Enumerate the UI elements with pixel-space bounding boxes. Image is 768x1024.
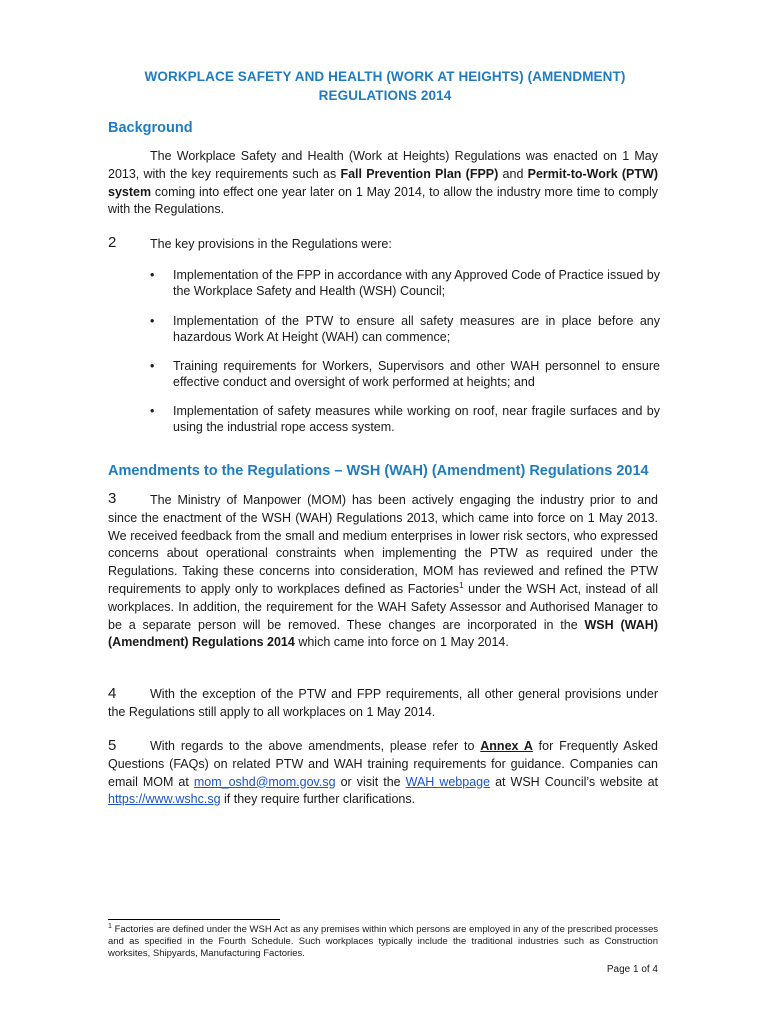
p1-text-3: coming into effect one year later on 1 May 2014, to allow the industry more time to comply with the Regulations. (108, 184, 658, 217)
p1-text-1: The Workplace Safety and Health (Work at Heights) Regulations was enacted on 1 May 2013, with the key requirements such as (108, 149, 658, 181)
p3-text-1: The Ministry of Manpower (MOM) has been actively engaging the industry prior to and since the enactment of the WSH (WAH) Regulations 2013, which came into force on 1 May 2013. We received feedback from the small and medium enterprises in lower risk sectors, who expressed concerns about operational constraints when implementing the PTW as required under the Regulations. Taking these concerns into consideration, MOM has reviewed and refined the PTW requirements to apply only to workplaces defined as Factories (108, 493, 658, 596)
p3-bold-regulations: WSH (WAH) (Amendment) Regulations 2014 (108, 617, 658, 650)
p1-text-2: and (498, 166, 528, 181)
footnote-divider (108, 919, 280, 920)
p5-text-1: With regards to the above amendments, please refer to (150, 739, 481, 753)
paragraph-4 (108, 686, 658, 722)
p4-text: With the exception of the PTW and FPP requirements, all other general provisions under the Regulations still apply to all workplaces on 1 May 2014. (108, 687, 658, 719)
p1-bold-ptw: Permit-to-Work (PTW) system (108, 166, 658, 199)
footnote-ref[interactable]: 1 (459, 580, 464, 590)
paragraph-3 (108, 492, 658, 652)
bullet-text: Implementation of the FPP in accordance with any Approved Code of Practice issued by the Workplace Safety and Health (WSH) Council; (173, 268, 660, 298)
bullet-dot: • (150, 404, 155, 418)
paragraph-5 (108, 738, 658, 809)
p5-text-2: for Frequently Asked Questions (FAQs) on related PTW and WAH training requirements for guidance. Companies can email MOM at (108, 739, 658, 789)
p5-text-3: or visit the (335, 774, 406, 789)
bullet-text: Implementation of safety measures while working on roof, near fragile surfaces and by using the industrial rope access system. (173, 404, 660, 434)
title-line-1: WORKPLACE SAFETY AND HEALTH (WORK AT HEIGHTS) (AMENDMENT) (144, 69, 626, 84)
annex-a-link[interactable]: Annex A (480, 739, 533, 753)
page-number: Page 1 of 4 (606, 964, 658, 975)
paragraph-1 (108, 148, 658, 219)
document-title (100, 67, 670, 105)
bullet-dot: • (150, 268, 155, 282)
p5-text-4: at WSH Council’s website at (490, 774, 659, 789)
bullet-dot: • (150, 359, 155, 373)
p1-bold-fpp: Fall Prevention Plan (FPP) (340, 166, 499, 181)
bullet-text: Implementation of the PTW to ensure all safety measures are in place before any hazardous Work At Height (WAH) can commence; (173, 314, 660, 344)
p3-text-2: under the WSH Act, instead of all workplaces. In addition, the requirement for the WAH Safety Assessor and Authorised Manager to be a separate person will be removed. These changes are incorporated in the (108, 581, 658, 632)
p5-text-5: if they require further clarifications. (220, 792, 416, 807)
bullet-item (150, 358, 660, 390)
paragraph-number-5: 5 (108, 737, 117, 754)
email-link[interactable]: mom_oshd@mom.gov.sg (193, 774, 336, 789)
footnote (108, 924, 658, 960)
wshc-website-link[interactable]: https://www.wshc.sg (108, 792, 221, 807)
footnote-text: Factories are defined under the WSH Act as any premises within which persons are employed in any of the prescribed processes and as specified in the Fourth Schedule. Such workplaces typically include the traditional industries such as Construction worksites, Shipyards, Manufacturing Factories. (108, 924, 658, 959)
footnote-number: 1 (108, 922, 112, 930)
bullet-item (150, 313, 660, 345)
paragraph-number-3: 3 (108, 490, 117, 507)
background-heading: Background (108, 120, 193, 136)
bullet-item (150, 403, 660, 435)
paragraph-number-4: 4 (108, 685, 117, 702)
title-line-2: REGULATIONS 2014 (318, 88, 452, 103)
wah-webpage-link[interactable]: WAH webpage (405, 774, 491, 789)
paragraph-2-text: The key provisions in the Regulations were: (150, 237, 392, 251)
bullet-item (150, 267, 660, 299)
bullet-text: Training requirements for Workers, Supervisors and other WAH personnel to ensure effective conduct and oversight of work performed at heights; and (173, 359, 660, 389)
amendments-heading: Amendments to the Regulations – WSH (WAH) (Amendment) Regulations 2014 (108, 463, 649, 479)
p3-text-3: which came into force on 1 May 2014. (294, 635, 509, 650)
paragraph-number-2: 2 (108, 234, 117, 251)
bullet-dot: • (150, 314, 155, 328)
